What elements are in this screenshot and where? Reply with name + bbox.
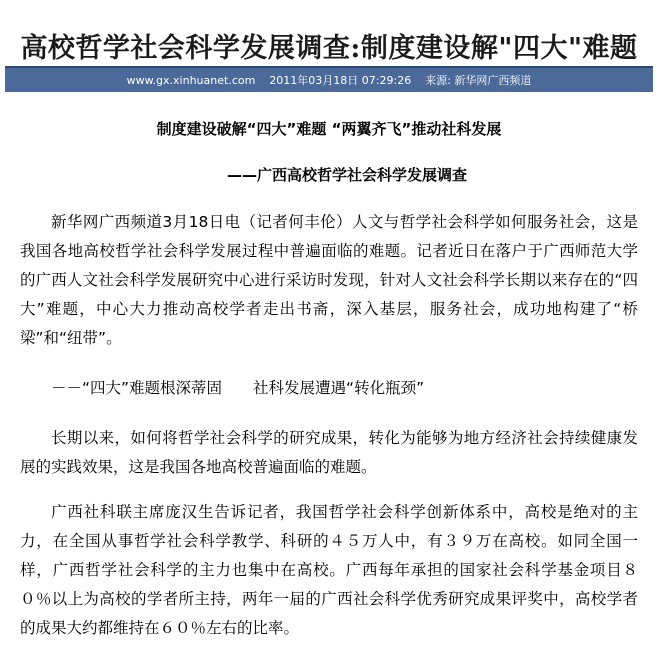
- article-headline: 高校哲学社会科学发展调查:制度建设解"四大"难题: [20, 33, 638, 65]
- article-source: 来源: 新华网广西频道: [425, 74, 532, 87]
- article-subtitle: 制度建设破解“四大”难题 “两翼齐飞”推动社科发展: [156, 120, 502, 138]
- site-url: www.gx.xinhuanet.com: [126, 73, 256, 87]
- article-paragraph: 新华网广西频道3月18日电（记者何丰伦）人文与哲学社会科学如何服务社会，这是我国各地高校哲学社会科学发展过程中普遍面临的难题。记者近日在落户于广西师范大学的广西人文社会科学发展研究中心进行采访时发现，针对人文社会科学长期以来存在的“四大”难题，中心大力推动高校学者走出书斋，深入基层，服务社会，成功地构建了“桥梁”和“纽带”。: [20, 213, 638, 347]
- article-subtitle-secondary: ——广西高校哲学社会科学发展调查: [226, 166, 467, 184]
- section-heading: －－“四大”难题根深蒂固 社科发展遭遇“转化瓶颈”: [51, 379, 425, 397]
- article-paragraph: 广西社科联主席庞汉生告诉记者，我国哲学社会科学创新体系中，高校是绝对的主力，在全国从事哲学社会科学教学、科研的４５万人中，有３９万在高校。如同全国一样，广西哲学社会科学的主力也集中在高校。广西每年承担的国家社会科学基金项目８０％以上为高校的学者所主持，两年一届的广西社会科学优秀研究成果评奖中，高校学者的成果大约都维持在６０％左右的比率。: [20, 503, 638, 637]
- article-paragraph: 长期以来，如何将哲学社会科学的研究成果，转化为能够为地方经济社会持续健康发展的实践效果，这是我国各地高校普遍面临的难题。: [20, 429, 638, 476]
- publish-datetime: 2011年03月18日 07:29:26: [269, 74, 412, 87]
- article-meta-bar: [5, 66, 653, 92]
